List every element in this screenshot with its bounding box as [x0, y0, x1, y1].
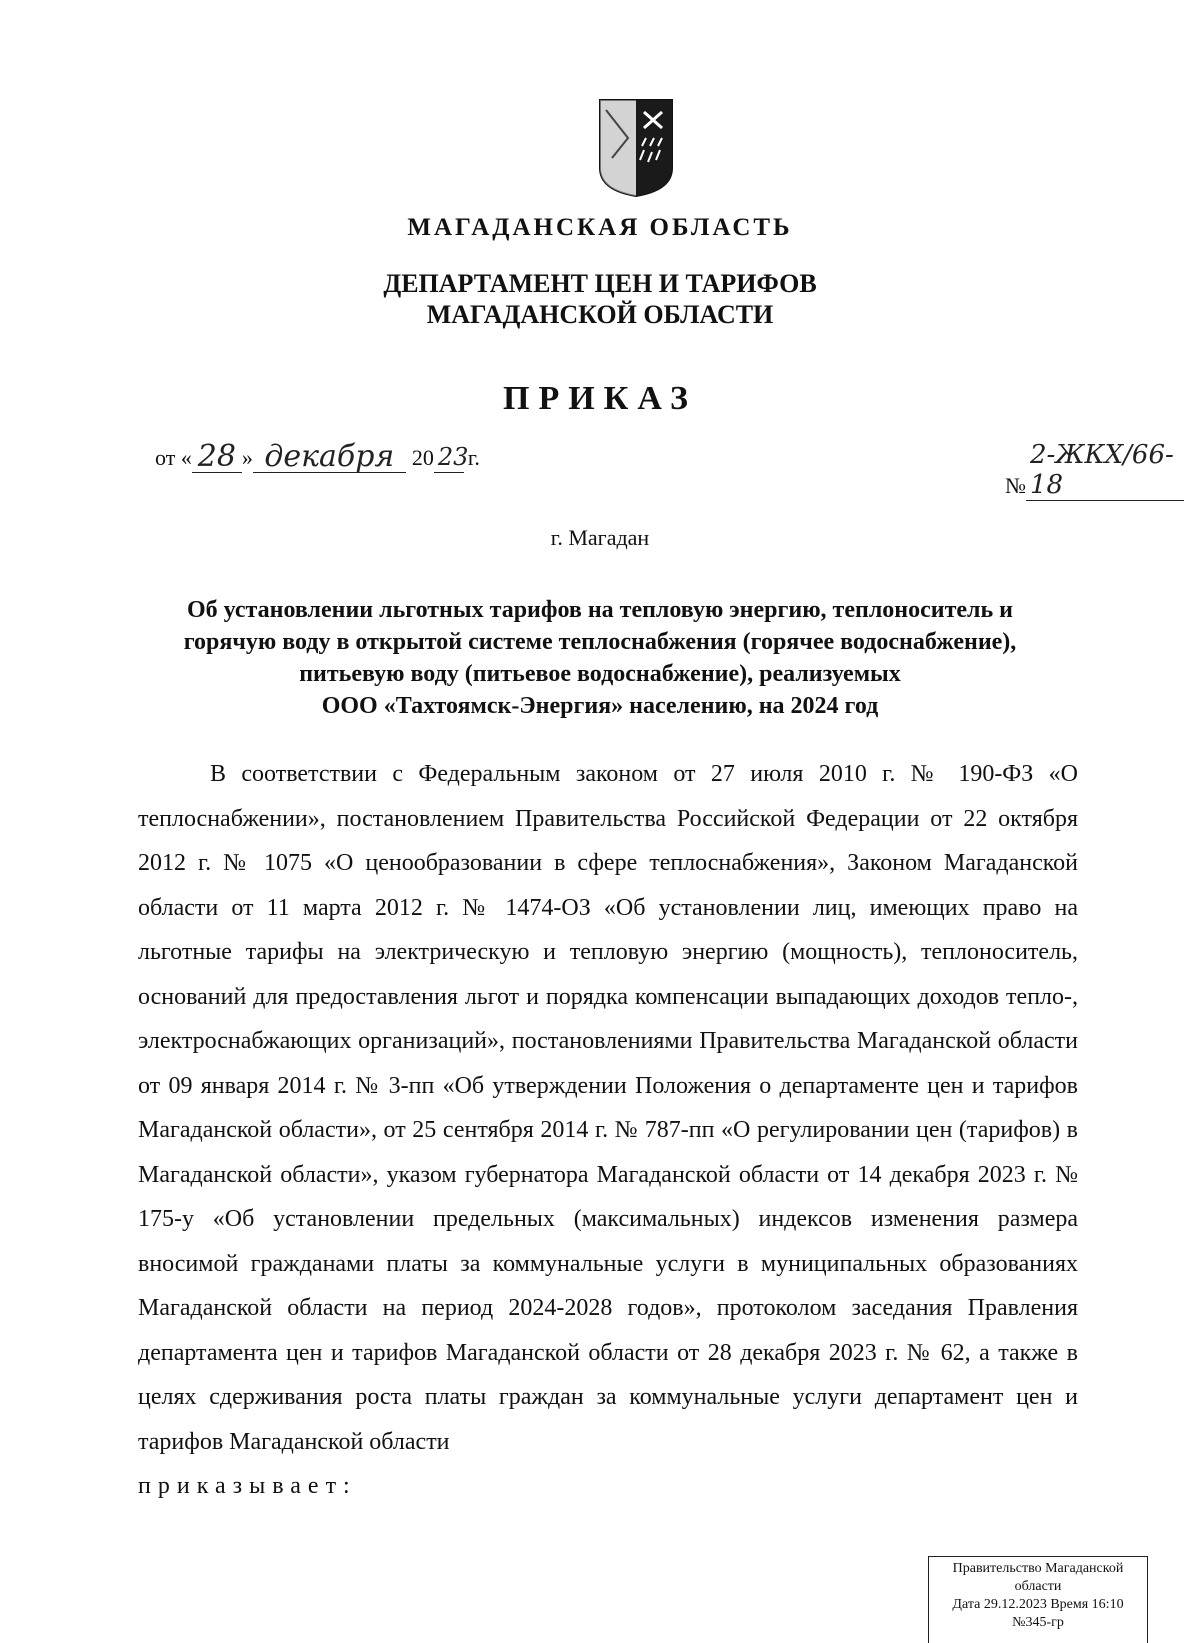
subject-line-3: питьевую воду (питьевое водоснабжение), реализуемых: [299, 661, 901, 687]
date-month: декабря: [253, 442, 406, 473]
date-mid: »: [241, 445, 253, 470]
date-year-end: г.: [467, 445, 480, 470]
decree-word: приказывает:: [138, 1473, 357, 1499]
subject-line-2: горячую воду в открытой системе теплоснабжения (горячее водоснабжение),: [183, 629, 1017, 655]
stamp-line-3: Дата 29.12.2023 Время 16:10: [952, 1597, 1124, 1612]
order-subject: [140, 594, 1060, 722]
preamble-paragraph: [138, 752, 1078, 1509]
date-prefix: от «: [155, 445, 192, 470]
department-line-2: МАГАДАНСКОЙ ОБЛАСТИ: [426, 300, 774, 329]
registration-stamp: [928, 1556, 1148, 1643]
stamp-line-2: области: [1014, 1579, 1062, 1594]
stamp-line-1: Правительство Магаданской: [952, 1561, 1124, 1576]
date-year-prefix: 20: [411, 445, 434, 470]
coat-of-arms-icon: [598, 98, 674, 198]
region-title: МАГАДАНСКАЯ ОБЛАСТЬ: [407, 214, 793, 241]
number-value: 2-ЖКХ/66-18: [1026, 440, 1184, 501]
number-prefix: №: [1005, 473, 1026, 498]
subject-line-4: ООО «Тахтоямск-Энергия» населению, на 2024 год: [321, 693, 879, 719]
department-line-1: ДЕПАРТАМЕНТ ЦЕН И ТАРИФОВ: [383, 269, 817, 298]
order-date: [155, 439, 480, 474]
preamble-text: В соответствии с Федеральным законом от 27 июля 2010 г. № 190-ФЗ «О теплоснабжении», постановлением Правительства Российской Федерации от 22 октября 2012 г. № 1075 «О ценообразовании в сфере теплоснабжения», Законом Магаданской области от 11 марта 2012 г. № 1474-ОЗ «Об установлении лиц, имеющих право на льготные тарифы на электрическую и тепловую энергию (мощность), теплоноситель, оснований для предоставления льгот и порядка компенсации выпадающих доходов тепло-, электроснабжающих организаций», постановлениями Правительства Магаданской области от 09 января 2014 г. № 3-пп «Об утверждении Положения о департаменте цен и тарифов Магаданской области», от 25 сентября 2014 г. № 787-пп «О регулировании цен (тарифов) в Магаданской области», указом губернатора Магаданской области от 14 декабря 2023 г. № 175-у «Об установлении предельных (максимальных) индексов изменения размера вносимой гражданами платы за коммунальные услуги в муниципальных образованиях Магаданской области на период 2024-2028 годов», протоколом заседания Правления департамента цен и тарифов Магаданской области от 28 декабря 2023 г. № 62, а также в целях сдерживания роста платы граждан за коммунальные услуги департамент цен и тарифов Магаданской области: [138, 761, 1078, 1455]
city: г. Магадан: [550, 525, 650, 550]
stamp-line-4: №345-гр: [1012, 1615, 1064, 1630]
subject-line-1: Об установлении льготных тарифов на тепловую энергию, теплоноситель и: [186, 597, 1014, 623]
order-title: ПРИКАЗ: [503, 380, 697, 417]
order-number: [1005, 440, 1184, 501]
date-year-suffix: 23: [434, 442, 464, 473]
date-day: 28: [192, 442, 242, 473]
department-title: [0, 268, 1200, 330]
